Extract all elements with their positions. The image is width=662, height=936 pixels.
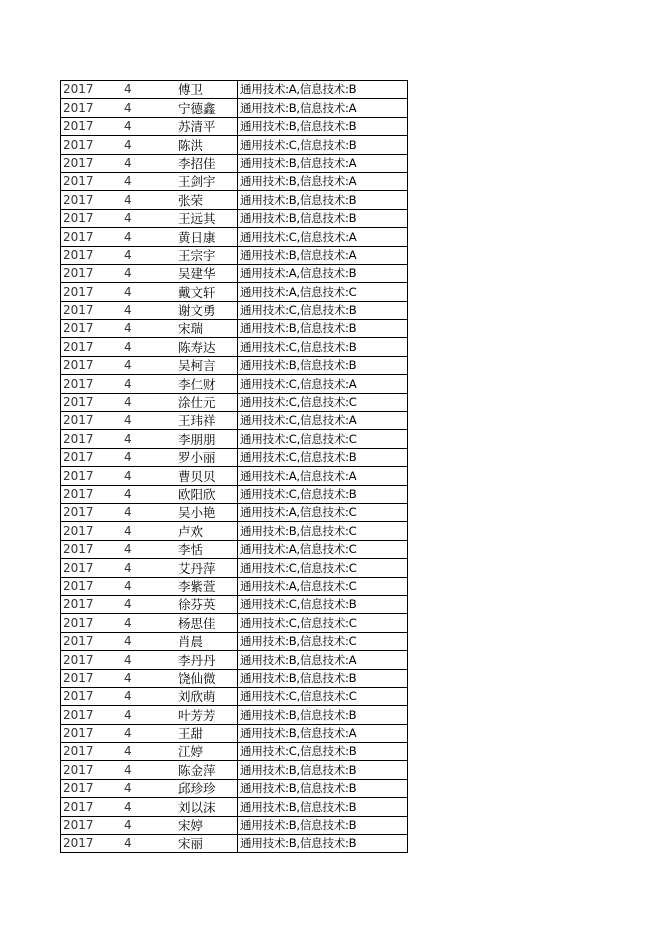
name-cell[interactable]: 陈寿达 <box>176 338 238 356</box>
year-cell[interactable]: 2017 <box>61 172 123 190</box>
grade-cell[interactable]: 4 <box>122 816 176 834</box>
year-cell[interactable]: 2017 <box>61 761 123 779</box>
grade-cell[interactable]: 4 <box>122 228 176 246</box>
name-cell[interactable]: 曹贝贝 <box>176 467 238 485</box>
name-cell[interactable]: 叶芳芳 <box>176 706 238 724</box>
scores-cell[interactable]: 通用技术:A,信息技术:C <box>238 540 408 558</box>
name-cell[interactable]: 谢文勇 <box>176 301 238 319</box>
name-cell[interactable]: 宋丽 <box>176 835 238 853</box>
year-cell[interactable]: 2017 <box>61 136 123 154</box>
scores-cell[interactable]: 通用技术:B,信息技术:B <box>238 669 408 687</box>
year-cell[interactable]: 2017 <box>61 669 123 687</box>
scores-cell[interactable]: 通用技术:C,信息技术:B <box>238 485 408 503</box>
scores-cell[interactable]: 通用技术:C,信息技术:A <box>238 228 408 246</box>
scores-cell[interactable]: 通用技术:C,信息技术:A <box>238 412 408 430</box>
grade-cell[interactable]: 4 <box>122 172 176 190</box>
name-cell[interactable]: 邱珍珍 <box>176 779 238 797</box>
scores-cell[interactable]: 通用技术:A,信息技术:C <box>238 283 408 301</box>
scores-cell[interactable]: 通用技术:B,信息技术:C <box>238 522 408 540</box>
year-cell[interactable]: 2017 <box>61 264 123 282</box>
table-row <box>61 301 408 319</box>
grade-cell[interactable]: 4 <box>122 81 176 99</box>
year-cell[interactable]: 2017 <box>61 448 123 466</box>
table-body <box>61 81 408 853</box>
scores-cell[interactable]: 通用技术:A,信息技术:A <box>238 467 408 485</box>
scores-cell[interactable]: 通用技术:C,信息技术:B <box>238 338 408 356</box>
scores-cell[interactable]: 通用技术:C,信息技术:C <box>238 393 408 411</box>
table-row <box>61 356 408 374</box>
year-cell[interactable]: 2017 <box>61 540 123 558</box>
year-cell[interactable]: 2017 <box>61 503 123 521</box>
grade-cell[interactable]: 4 <box>122 136 176 154</box>
scores-cell[interactable]: 通用技术:B,信息技术:B <box>238 320 408 338</box>
year-cell[interactable]: 2017 <box>61 228 123 246</box>
grade-cell[interactable]: 4 <box>122 356 176 374</box>
year-cell[interactable]: 2017 <box>61 687 123 705</box>
table-row <box>61 338 408 356</box>
scores-cell[interactable]: 通用技术:B,信息技术:A <box>238 154 408 172</box>
table-row <box>61 264 408 282</box>
grade-cell[interactable]: 4 <box>122 264 176 282</box>
table-row <box>61 559 408 577</box>
scores-cell[interactable]: 通用技术:B,信息技术:B <box>238 209 408 227</box>
name-cell[interactable]: 李恬 <box>176 540 238 558</box>
table-row <box>61 283 408 301</box>
grade-cell[interactable]: 4 <box>122 393 176 411</box>
table-row <box>61 724 408 742</box>
year-cell[interactable]: 2017 <box>61 412 123 430</box>
year-cell[interactable]: 2017 <box>61 835 123 853</box>
name-cell[interactable]: 李朋朋 <box>176 430 238 448</box>
scores-cell[interactable]: 通用技术:C,信息技术:C <box>238 687 408 705</box>
year-cell[interactable]: 2017 <box>61 283 123 301</box>
grade-cell[interactable]: 4 <box>122 99 176 117</box>
table-row <box>61 485 408 503</box>
name-cell[interactable]: 艾丹萍 <box>176 559 238 577</box>
scores-cell[interactable]: 通用技术:C,信息技术:B <box>238 136 408 154</box>
grade-cell[interactable]: 4 <box>122 191 176 209</box>
table-row <box>61 779 408 797</box>
name-cell[interactable]: 王远其 <box>176 209 238 227</box>
name-cell[interactable]: 刘欣萌 <box>176 687 238 705</box>
table-row <box>61 117 408 135</box>
scores-cell[interactable]: 通用技术:C,信息技术:C <box>238 559 408 577</box>
year-cell[interactable]: 2017 <box>61 816 123 834</box>
table-row <box>61 503 408 521</box>
year-cell[interactable]: 2017 <box>61 99 123 117</box>
name-cell[interactable]: 黄日康 <box>176 228 238 246</box>
scores-cell[interactable]: 通用技术:B,信息技术:B <box>238 816 408 834</box>
scores-cell[interactable]: 通用技术:A,信息技术:C <box>238 577 408 595</box>
scores-cell[interactable]: 通用技术:B,信息技术:A <box>238 724 408 742</box>
grade-cell[interactable]: 4 <box>122 687 176 705</box>
scores-cell[interactable]: 通用技术:B,信息技术:A <box>238 172 408 190</box>
year-cell[interactable]: 2017 <box>61 320 123 338</box>
grade-cell[interactable]: 4 <box>122 283 176 301</box>
name-cell[interactable]: 陈金萍 <box>176 761 238 779</box>
name-cell[interactable]: 涂仕元 <box>176 393 238 411</box>
table-row <box>61 375 408 393</box>
grade-cell[interactable]: 4 <box>122 467 176 485</box>
scores-cell[interactable]: 通用技术:B,信息技术:B <box>238 706 408 724</box>
table-row <box>61 595 408 613</box>
table-row <box>61 816 408 834</box>
grade-cell[interactable]: 4 <box>122 246 176 264</box>
name-cell[interactable]: 宁德鑫 <box>176 99 238 117</box>
grade-cell[interactable]: 4 <box>122 485 176 503</box>
scores-cell[interactable]: 通用技术:C,信息技术:C <box>238 430 408 448</box>
table-row <box>61 448 408 466</box>
grade-cell[interactable]: 4 <box>122 209 176 227</box>
name-cell[interactable]: 王宗宇 <box>176 246 238 264</box>
grade-cell[interactable]: 4 <box>122 117 176 135</box>
name-cell[interactable]: 苏清平 <box>176 117 238 135</box>
name-cell[interactable]: 吴柯言 <box>176 356 238 374</box>
year-cell[interactable]: 2017 <box>61 651 123 669</box>
name-cell[interactable]: 李紫萱 <box>176 577 238 595</box>
grade-cell[interactable]: 4 <box>122 540 176 558</box>
year-cell[interactable]: 2017 <box>61 154 123 172</box>
scores-cell[interactable]: 通用技术:B,信息技术:A <box>238 99 408 117</box>
table-row <box>61 228 408 246</box>
grade-cell[interactable]: 4 <box>122 724 176 742</box>
name-cell[interactable]: 欧阳欣 <box>176 485 238 503</box>
year-cell[interactable]: 2017 <box>61 356 123 374</box>
grade-cell[interactable]: 4 <box>122 503 176 521</box>
scores-cell[interactable]: 通用技术:A,信息技术:C <box>238 503 408 521</box>
scores-cell[interactable]: 通用技术:B,信息技术:B <box>238 356 408 374</box>
grade-cell[interactable]: 4 <box>122 522 176 540</box>
grade-cell[interactable]: 4 <box>122 706 176 724</box>
year-cell[interactable]: 2017 <box>61 724 123 742</box>
table-row <box>61 412 408 430</box>
table-row <box>61 81 408 99</box>
table-row <box>61 393 408 411</box>
table-row <box>61 761 408 779</box>
name-cell[interactable]: 宋婷 <box>176 816 238 834</box>
table-row <box>61 743 408 761</box>
grade-cell[interactable]: 4 <box>122 595 176 613</box>
table-row <box>61 540 408 558</box>
scores-cell[interactable]: 通用技术:A,信息技术:B <box>238 264 408 282</box>
table-row <box>61 614 408 632</box>
table-row <box>61 246 408 264</box>
grade-cell[interactable]: 4 <box>122 412 176 430</box>
table-row <box>61 577 408 595</box>
year-cell[interactable]: 2017 <box>61 430 123 448</box>
year-cell[interactable]: 2017 <box>61 577 123 595</box>
name-cell[interactable]: 杨思佳 <box>176 614 238 632</box>
grade-cell[interactable]: 4 <box>122 338 176 356</box>
scores-cell[interactable]: 通用技术:B,信息技术:B <box>238 761 408 779</box>
table-row <box>61 172 408 190</box>
scores-cell[interactable]: 通用技术:C,信息技术:B <box>238 301 408 319</box>
scores-cell[interactable]: 通用技术:B,信息技术:B <box>238 798 408 816</box>
name-cell[interactable]: 戴文轩 <box>176 283 238 301</box>
year-cell[interactable]: 2017 <box>61 375 123 393</box>
table-row <box>61 669 408 687</box>
year-cell[interactable]: 2017 <box>61 209 123 227</box>
table-row <box>61 136 408 154</box>
name-cell[interactable]: 王甜 <box>176 724 238 742</box>
year-cell[interactable]: 2017 <box>61 191 123 209</box>
grade-cell[interactable]: 4 <box>122 632 176 650</box>
scores-cell[interactable]: 通用技术:B,信息技术:B <box>238 835 408 853</box>
table-row <box>61 191 408 209</box>
table-row <box>61 798 408 816</box>
year-cell[interactable]: 2017 <box>61 81 123 99</box>
name-cell[interactable]: 王玮祥 <box>176 412 238 430</box>
table-row <box>61 430 408 448</box>
scores-cell[interactable]: 通用技术:C,信息技术:C <box>238 614 408 632</box>
table-row <box>61 632 408 650</box>
table-row <box>61 835 408 853</box>
table-row <box>61 687 408 705</box>
scores-cell[interactable]: 通用技术:C,信息技术:B <box>238 595 408 613</box>
grade-cell[interactable]: 4 <box>122 375 176 393</box>
grade-cell[interactable]: 4 <box>122 320 176 338</box>
name-cell[interactable]: 刘以沫 <box>176 798 238 816</box>
scores-cell[interactable]: 通用技术:B,信息技术:B <box>238 117 408 135</box>
scores-cell[interactable]: 通用技术:C,信息技术:B <box>238 448 408 466</box>
grade-cell[interactable]: 4 <box>122 559 176 577</box>
name-cell[interactable]: 江婷 <box>176 743 238 761</box>
year-cell[interactable]: 2017 <box>61 246 123 264</box>
table-row <box>61 154 408 172</box>
table-row <box>61 706 408 724</box>
table-row <box>61 320 408 338</box>
table-row <box>61 99 408 117</box>
scores-cell[interactable]: 通用技术:C,信息技术:B <box>238 743 408 761</box>
grade-cell[interactable]: 4 <box>122 779 176 797</box>
scores-cell[interactable]: 通用技术:C,信息技术:A <box>238 375 408 393</box>
name-cell[interactable]: 罗小丽 <box>176 448 238 466</box>
year-cell[interactable]: 2017 <box>61 743 123 761</box>
grade-cell[interactable]: 4 <box>122 154 176 172</box>
scores-cell[interactable]: 通用技术:B,信息技术:A <box>238 651 408 669</box>
year-cell[interactable]: 2017 <box>61 467 123 485</box>
name-cell[interactable]: 张荣 <box>176 191 238 209</box>
year-cell[interactable]: 2017 <box>61 522 123 540</box>
year-cell[interactable]: 2017 <box>61 632 123 650</box>
scores-cell[interactable]: 通用技术:A,信息技术:B <box>238 81 408 99</box>
scores-cell[interactable]: 通用技术:B,信息技术:B <box>238 191 408 209</box>
scores-cell[interactable]: 通用技术:B,信息技术:C <box>238 632 408 650</box>
name-cell[interactable]: 李仁财 <box>176 375 238 393</box>
table-row <box>61 651 408 669</box>
grade-cell[interactable]: 4 <box>122 577 176 595</box>
name-cell[interactable]: 卢欢 <box>176 522 238 540</box>
year-cell[interactable]: 2017 <box>61 798 123 816</box>
grade-cell[interactable]: 4 <box>122 614 176 632</box>
name-cell[interactable]: 肖晨 <box>176 632 238 650</box>
year-cell[interactable]: 2017 <box>61 117 123 135</box>
grade-cell[interactable]: 4 <box>122 651 176 669</box>
year-cell[interactable]: 2017 <box>61 614 123 632</box>
name-cell[interactable]: 陈洪 <box>176 136 238 154</box>
table-row <box>61 522 408 540</box>
scores-cell[interactable]: 通用技术:B,信息技术:A <box>238 246 408 264</box>
name-cell[interactable]: 吴小艳 <box>176 503 238 521</box>
year-cell[interactable]: 2017 <box>61 393 123 411</box>
name-cell[interactable]: 李招佳 <box>176 154 238 172</box>
name-cell[interactable]: 李丹丹 <box>176 651 238 669</box>
grade-cell[interactable]: 4 <box>122 301 176 319</box>
name-cell[interactable]: 徐芬英 <box>176 595 238 613</box>
name-cell[interactable]: 饶仙微 <box>176 669 238 687</box>
scores-cell[interactable]: 通用技术:B,信息技术:B <box>238 779 408 797</box>
year-cell[interactable]: 2017 <box>61 706 123 724</box>
year-cell[interactable]: 2017 <box>61 485 123 503</box>
table-row <box>61 467 408 485</box>
name-cell[interactable]: 吴建华 <box>176 264 238 282</box>
name-cell[interactable]: 傅卫 <box>176 81 238 99</box>
name-cell[interactable]: 宋瑞 <box>176 320 238 338</box>
grade-cell[interactable]: 4 <box>122 835 176 853</box>
grade-cell[interactable]: 4 <box>122 743 176 761</box>
year-cell[interactable]: 2017 <box>61 779 123 797</box>
spreadsheet-table <box>60 80 408 853</box>
table-row <box>61 209 408 227</box>
year-cell[interactable]: 2017 <box>61 301 123 319</box>
grade-cell[interactable]: 4 <box>122 448 176 466</box>
name-cell[interactable]: 王剑宇 <box>176 172 238 190</box>
grade-cell[interactable]: 4 <box>122 669 176 687</box>
grade-cell[interactable]: 4 <box>122 430 176 448</box>
grade-cell[interactable]: 4 <box>122 798 176 816</box>
year-cell[interactable]: 2017 <box>61 559 123 577</box>
year-cell[interactable]: 2017 <box>61 338 123 356</box>
grade-cell[interactable]: 4 <box>122 761 176 779</box>
year-cell[interactable]: 2017 <box>61 595 123 613</box>
